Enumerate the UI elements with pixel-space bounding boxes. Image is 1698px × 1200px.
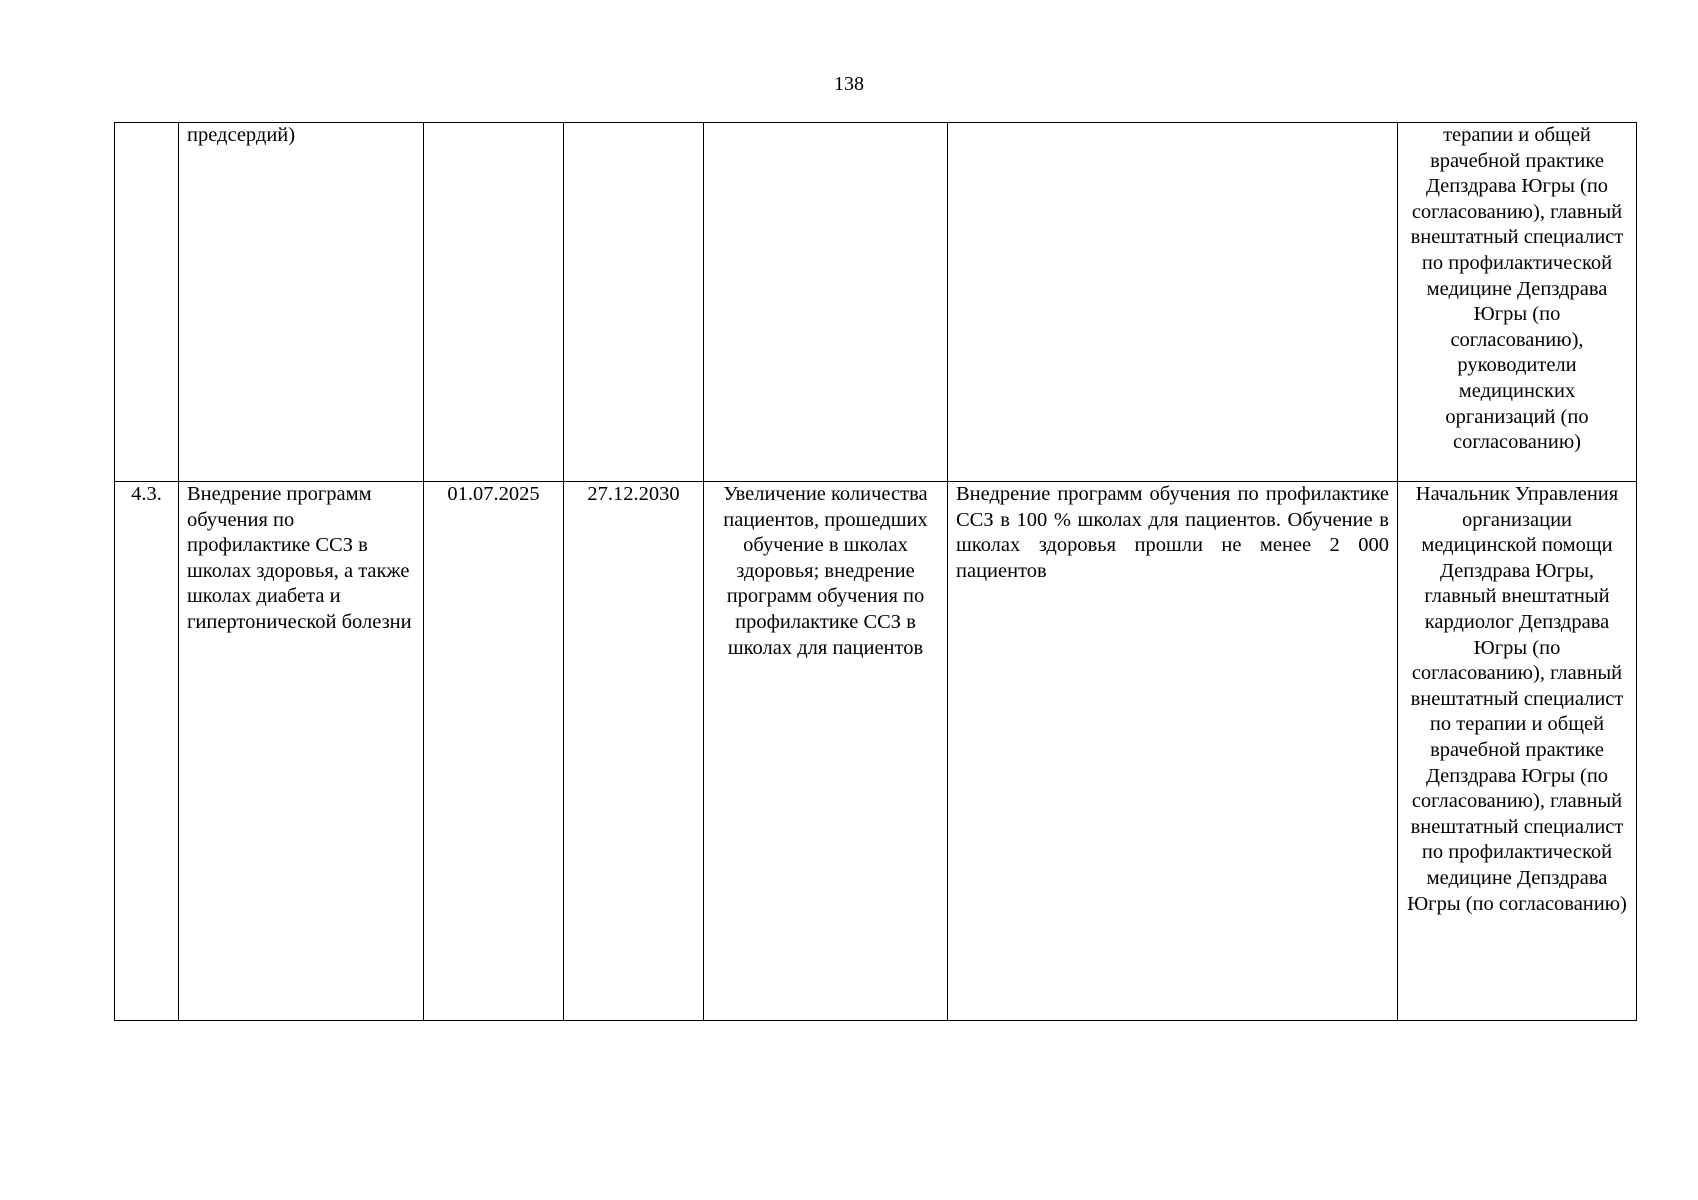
end-date-cell xyxy=(564,123,704,482)
table-row xyxy=(115,482,1637,1021)
row-number-cell: 4.3. xyxy=(115,482,179,1021)
start-date-cell xyxy=(424,123,564,482)
measure-name-cell: Внедрение программ обучения по профилактике ССЗ в школах здоровья, а также школах диабета и гипертонической болезни xyxy=(179,482,424,1021)
indicator-cell xyxy=(948,123,1398,482)
start-date-cell: 01.07.2025 xyxy=(424,482,564,1021)
page-number: 138 xyxy=(834,73,864,95)
responsible-cell: Начальник Управления организации медицинской помощи Депздрава Югры, главный внештатный кардиолог Депздрава Югры (по согласованию), главный внештатный специалист по терапии и общей врачебной практике Депздрава Югры (по согласованию), главный внештатный специалист по профилактической медицине Депздрава Югры (по согласованию) xyxy=(1398,482,1637,1021)
table-row xyxy=(115,123,1637,482)
responsible-cell: терапии и общей врачебной практике Депздрава Югры (по согласованию), главный внештатный специалист по профилактической медицине Депздрава Югры (по согласованию), руководители медицинских организаций (по согласованию) xyxy=(1398,123,1637,482)
expected-result-cell: Увеличение количества пациентов, прошедших обучение в школах здоровья; внедрение программ обучения по профилактике ССЗ в школах для пациентов xyxy=(704,482,948,1021)
indicator-cell: Внедрение программ обучения по профилактике ССЗ в 100 % школах для пациентов. Обучение в школах здоровья прошли не менее 2 000 пациентов xyxy=(948,482,1398,1021)
measures-table xyxy=(114,122,1637,1021)
measure-name-cell: предсердий) xyxy=(179,123,424,482)
expected-result-cell xyxy=(704,123,948,482)
end-date-cell: 27.12.2030 xyxy=(564,482,704,1021)
row-number-cell xyxy=(115,123,179,482)
